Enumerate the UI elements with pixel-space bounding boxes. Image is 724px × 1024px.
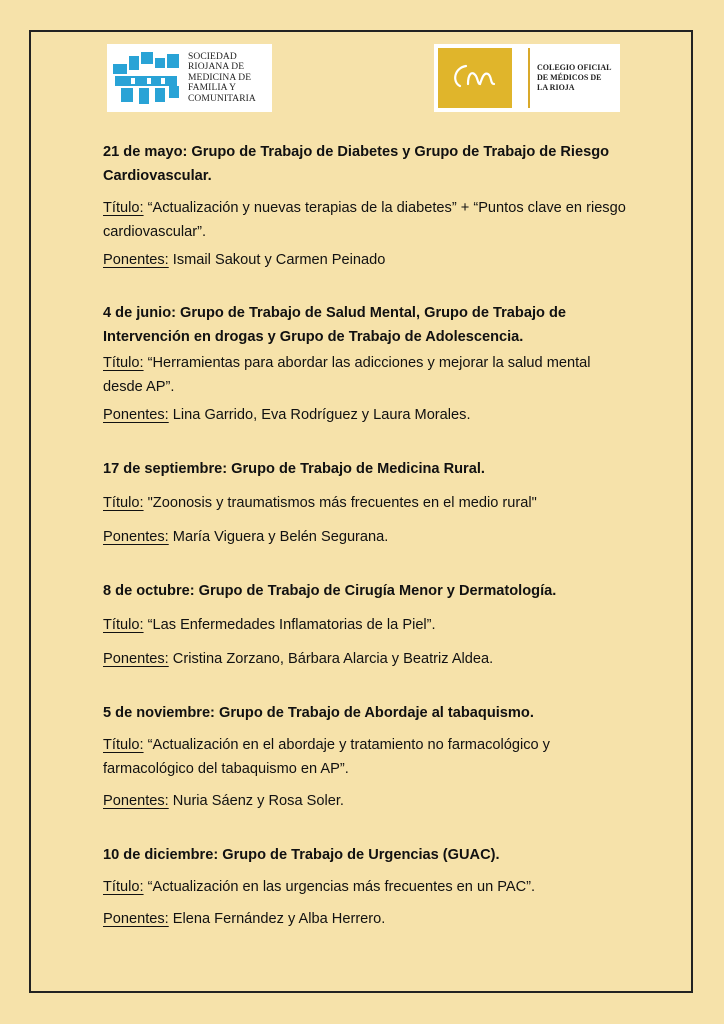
entry-heading: 21 de mayo: Grupo de Trabajo de Diabetes y Grupo de Trabajo de Riesgo Cardiovascular. (103, 144, 610, 184)
colegio-medicos-logo (434, 44, 620, 112)
entry-heading: 8 de octubre: Grupo de Trabajo de Cirugía Menor y Dermatología. (103, 583, 557, 599)
entry-titulo (103, 491, 633, 515)
entry-heading: 5 de noviembre: Grupo de Trabajo de Abordaje al tabaquismo. (103, 705, 534, 721)
logo-divider (528, 48, 530, 108)
titulo-label: Título: (103, 879, 144, 895)
entry-titulo (103, 875, 633, 899)
entry-ponentes (103, 403, 633, 427)
schedule-entry (103, 843, 633, 931)
ponentes-label: Ponentes: (103, 911, 169, 927)
titulo-label: Título: (103, 617, 144, 633)
ponentes-label: Ponentes: (103, 252, 169, 268)
entry-ponentes (103, 907, 633, 931)
entry-titulo (103, 196, 633, 244)
titulo-label: Título: (103, 495, 144, 511)
entry-titulo (103, 613, 633, 637)
schedule-entry (103, 457, 633, 549)
titulo-label: Título: (103, 737, 144, 753)
titulo-label: Título: (103, 200, 144, 216)
srmfyc-logo-mark (111, 50, 183, 106)
entry-heading: 4 de junio: Grupo de Trabajo de Salud Mental, Grupo de Trabajo de Intervención en drogas y Grupo de Trabajo de Adolescencia. (103, 305, 567, 345)
ponentes-text: Nuria Sáenz y Rosa Soler. (172, 793, 344, 809)
entry-titulo (103, 351, 633, 399)
titulo-text: "Zoonosis y traumatismos más frecuentes en el medio rural" (147, 495, 537, 511)
entry-ponentes (103, 525, 633, 549)
entry-titulo (103, 733, 633, 781)
colegio-medicos-logo-text: COLEGIO OFICIAL DE MÉDICOS DE LA RIOJA (537, 63, 612, 92)
ponentes-text: Lina Garrido, Eva Rodríguez y Laura Morales. (172, 407, 471, 423)
schedule-entry (103, 301, 633, 427)
ponentes-text: Cristina Zorzano, Bárbara Alarcia y Beatriz Aldea. (172, 651, 494, 667)
titulo-text: “Las Enfermedades Inflamatorias de la Piel”. (147, 617, 436, 633)
ponentes-label: Ponentes: (103, 651, 169, 667)
ponentes-label: Ponentes: (103, 793, 169, 809)
entry-ponentes (103, 248, 633, 272)
titulo-text: “Actualización en las urgencias más frecuentes en un PAC”. (147, 879, 536, 895)
srmfyc-logo-text: SOCIEDAD RIOJANA DE MEDICINA DE FAMILIA Y COMUNITARIA (188, 51, 256, 104)
colegio-medicos-logo-mark (438, 48, 512, 108)
ponentes-label: Ponentes: (103, 407, 169, 423)
schedule-entry (103, 579, 633, 671)
entry-ponentes (103, 789, 633, 813)
entry-heading: 17 de septiembre: Grupo de Trabajo de Medicina Rural. (103, 461, 485, 477)
titulo-text: “Actualización en el abordaje y tratamiento no farmacológico y farmacológico del tabaquismo en AP”. (103, 737, 550, 777)
entry-ponentes (103, 647, 633, 671)
srmfyc-logo (107, 44, 272, 112)
schedule-entry (103, 701, 633, 813)
ponentes-text: Elena Fernández y Alba Herrero. (172, 911, 386, 927)
schedule-entry (103, 140, 633, 272)
ponentes-text: Ismail Sakout y Carmen Peinado (172, 252, 386, 268)
ponentes-label: Ponentes: (103, 529, 169, 545)
titulo-text: “Actualización y nuevas terapias de la diabetes” + “Puntos clave en riesgo cardiovascular”. (103, 200, 626, 240)
entry-heading: 10 de diciembre: Grupo de Trabajo de Urgencias (GUAC). (103, 847, 500, 863)
titulo-text: “Herramientas para abordar las adicciones y mejorar la salud mental desde AP”. (103, 355, 591, 395)
titulo-label: Título: (103, 355, 144, 371)
ponentes-text: María Viguera y Belén Segurana. (172, 529, 389, 545)
schedule-content (103, 140, 633, 931)
